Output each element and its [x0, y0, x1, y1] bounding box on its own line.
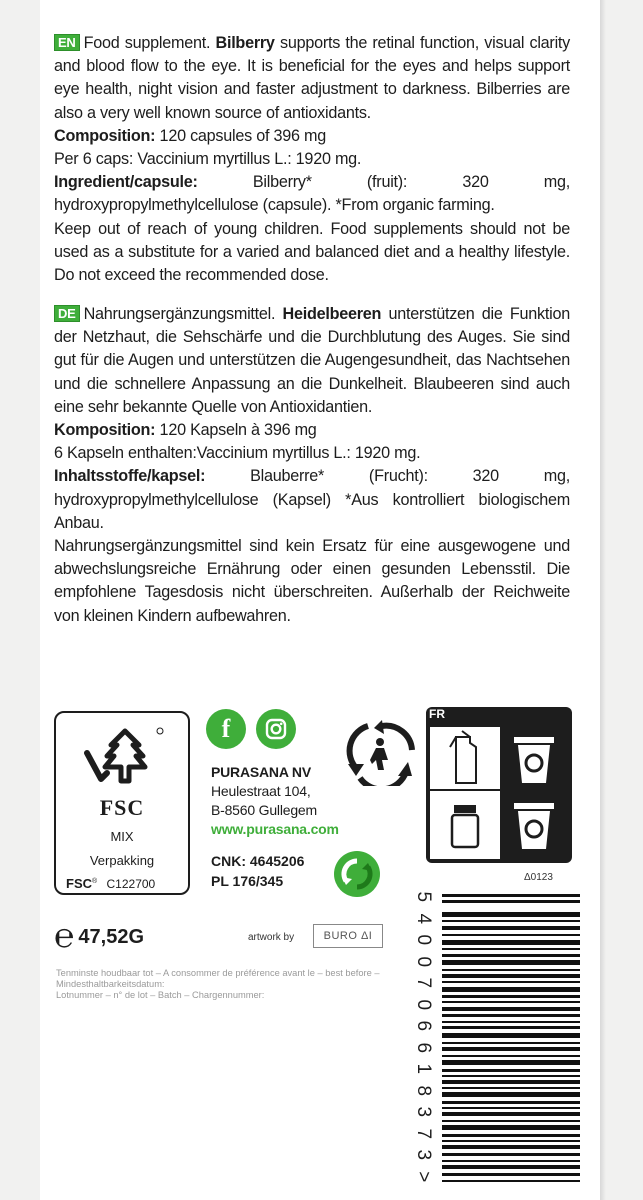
fr-label: FR	[429, 707, 445, 721]
barcode-digit: 5	[412, 891, 434, 903]
instagram-icon[interactable]	[256, 709, 296, 749]
barcode-digit: 0	[412, 998, 434, 1010]
net-weight	[54, 918, 145, 955]
en-per-dose: Per 6 caps: Vaccinium myrtillus L.: 1920 mg.	[54, 150, 362, 169]
fsc-mix: MIX	[110, 829, 134, 844]
fsc-wordmark: FSC	[99, 795, 145, 820]
best-before-label: Tenminste houdbaar tot – A consommer de préférence avant le – best before – Mindesthaltbarkeitsdatum:	[56, 968, 380, 989]
company-city: B-8560 Gullegem	[211, 802, 317, 818]
company-address	[211, 763, 339, 839]
de-ingredient-label: Inhaltsstoffe/kapsel:	[54, 467, 206, 486]
fsc-packaging: Verpakking	[89, 853, 155, 868]
english-text-block	[54, 32, 570, 287]
en-composition-label: Composition:	[54, 126, 156, 145]
weight-value: 47,52G	[78, 925, 145, 948]
barcode-digit: 3	[412, 1106, 434, 1118]
buro-logo: BURO ΔI	[313, 924, 383, 948]
de-warning: Nahrungsergänzungsmittel sind kein Ersatz für eine ausgewogene und abwechslungsreiche Ernährung oder einen gesunden Lebensstil. Die empfohlene Tagesdosis nicht überschreiten. Außerhalb der Reichweite von kleinen Kindern aufbewahren.	[54, 537, 570, 625]
pl-code: PL 176/345	[211, 873, 284, 889]
product-codes	[211, 851, 304, 891]
facebook-icon[interactable]	[206, 709, 246, 749]
instagram-glyph	[265, 718, 287, 740]
company-street: Heulestraat 104,	[211, 783, 311, 799]
de-composition-value: 120 Kapseln à 396 mg	[155, 421, 317, 440]
barcode-digit: 4	[412, 912, 434, 924]
barcode-digit: 7	[412, 1127, 434, 1139]
barcode-digit: 0	[412, 955, 434, 967]
green-dot-arrows	[334, 851, 380, 897]
barcode-bars	[420, 880, 580, 1200]
barcode-digit: >	[412, 1170, 434, 1182]
cnk-code: CNK: 4645206	[211, 853, 305, 869]
barcode-digit: 0	[412, 934, 434, 946]
barcode-digit: 8	[412, 1084, 434, 1096]
batch-label: Lotnummer – n° de lot – Batch – Chargennummer:	[56, 990, 265, 1000]
en-description: supports the retinal function, visual clarity and blood flow to the eye. It is beneficial for the eyes and helps support eye health, night vision and faster adjustment to darkness. Bilberries are also a very well known source of antioxidants.	[54, 34, 571, 122]
fr-recycling-info	[426, 707, 572, 863]
de-description: unterstützen die Funktion der Netzhaut, die Sehschärfe und die Durchblutung des Auges. Sie sind gut für die Augen und unterstützen die Augengesundheit, das Nachtsehen und die schnellere Anpassung an die Dunkelheit. Blaubeeren sind auch eine sehr bekannte Quelle von Antioxidantien.	[54, 305, 570, 416]
de-ingredient-value: Blauberre* (Frucht): 320 mg, hydroxypropylmethylcellulose (Kapsel) *Aus kontrolliert biologischem Anbau.	[54, 467, 570, 532]
recycling-code: Δ0123	[524, 872, 553, 883]
en-product-name: Bilberry	[215, 34, 275, 52]
fsc-license: FSC® C122700	[66, 876, 156, 891]
artwork-credit: artwork by	[248, 932, 295, 943]
estimated-sign-icon: ℮	[54, 918, 75, 955]
company-name: PURASANA NV	[211, 764, 311, 780]
en-intro: Food supplement.	[83, 34, 216, 52]
en-ingredient-value: Bilberry* (fruit): 320 mg, hydroxypropylmethylcellulose (capsule). *From organic farming.	[54, 173, 570, 215]
barcode-digit: 7	[412, 977, 434, 989]
company-website[interactable]: www.purasana.com	[211, 821, 339, 837]
fsc-tree-icon	[81, 723, 167, 793]
barcode-digits	[412, 886, 434, 1187]
de-product-name: Heidelbeeren	[282, 305, 382, 323]
en-ingredient-label: Ingredient/capsule:	[54, 173, 198, 192]
de-per-dose: 6 Kapseln enthalten:Vaccinium myrtillus L.: 1920 mg.	[54, 444, 421, 463]
barcode-digit: 3	[412, 1149, 434, 1161]
triman-icon	[346, 720, 424, 786]
de-composition-label: Komposition:	[54, 421, 156, 440]
fsc-logo	[54, 711, 190, 895]
lang-badge-de: DE	[54, 305, 80, 322]
en-composition-value: 120 capsules of 396 mg	[155, 126, 326, 145]
barcode-digit: 6	[412, 1020, 434, 1032]
barcode-digit: 6	[412, 1041, 434, 1053]
date-batch-info	[56, 968, 406, 1001]
green-dot-icon	[334, 851, 380, 897]
barcode-digit: 1	[412, 1063, 434, 1075]
en-warning: Keep out of reach of young children. Food supplements should not be used as a substitute for a varied and balanced diet and a healthy lifestyle. Do not exceed the recommended dose.	[54, 219, 570, 285]
lang-badge-en: EN	[54, 34, 80, 51]
fsc-prefix: FSC	[66, 876, 92, 891]
facebook-glyph: f	[221, 714, 231, 743]
fsc-code: C122700	[106, 877, 156, 891]
barcode	[420, 880, 580, 1200]
panel-edge	[600, 0, 606, 1200]
de-intro: Nahrungsergänzungsmittel.	[83, 305, 283, 323]
german-text-block	[54, 303, 570, 628]
